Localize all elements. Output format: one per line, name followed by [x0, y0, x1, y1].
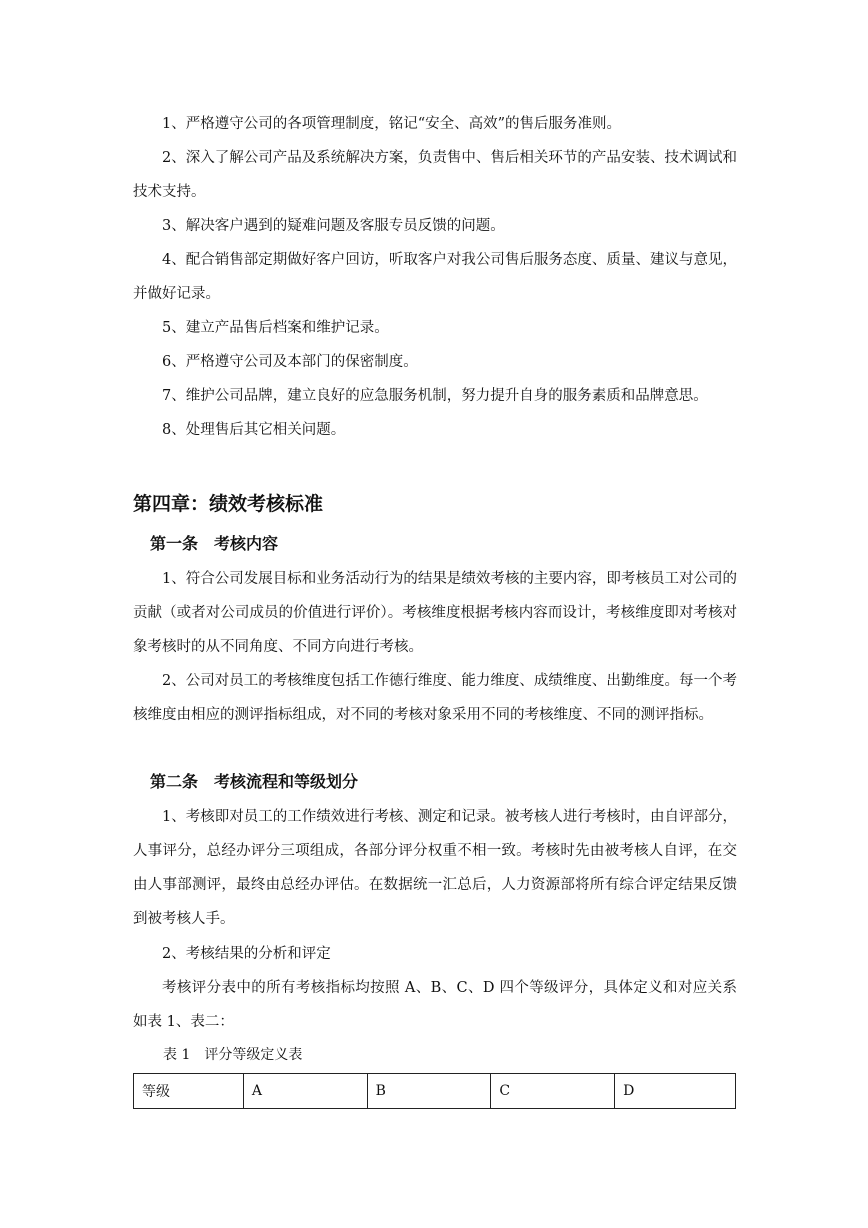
table-cell: B: [367, 1074, 491, 1109]
table-cell: C: [491, 1074, 615, 1109]
article2-title: 第二条 考核流程和等级划分: [150, 772, 359, 791]
article2-paragraph-3: 考核评分表中的所有考核指标均按照 A、B、C、D 四个等级评分，具体定义和对应关系如表 1、表二：: [133, 980, 737, 1030]
article1-title: 第一条 考核内容: [150, 534, 279, 553]
duty-item-3: 3、解决客户遇到的疑难问题及客服专员反馈的问题。: [162, 218, 505, 234]
duty-item-5: 5、建立产品售后档案和维护记录。: [162, 320, 389, 336]
article1-paragraph-1: 1、符合公司发展目标和业务活动行为的结果是绩效考核的主要内容，即考核员工对公司的贡献（或者对公司成员的价值进行评价）。考核维度根据考核内容而设计，考核维度即对考核对象考核时的从不同角度、不同方向进行考核。: [133, 571, 737, 655]
duty-item-4: 4、配合销售部定期做好客户回访，听取客户对我公司售后服务态度、质量、建议与意见，并做好记录。: [133, 252, 737, 302]
grade-definition-table: [133, 1073, 736, 1109]
duty-item-7: 7、维护公司品牌，建立良好的应急服务机制，努力提升自身的服务素质和品牌意思。: [162, 388, 708, 404]
duty-item-2: 2、深入了解公司产品及系统解决方案，负责售中、售后相关环节的产品安装、技术调试和技术支持。: [133, 150, 737, 200]
table-cell: A: [243, 1074, 367, 1109]
article1-paragraph-2: 2、公司对员工的考核维度包括工作德行维度、能力维度、成绩维度、出勤维度。每一个考核维度由相应的测评指标组成，对不同的考核对象采用不同的考核维度、不同的测评指标。: [133, 673, 737, 723]
chapter-title: 第四章：绩效考核标准: [133, 493, 324, 515]
table-cell: 等级: [134, 1074, 244, 1109]
article2-paragraph-2: 2、考核结果的分析和评定: [162, 946, 331, 962]
table-cell: D: [615, 1074, 736, 1109]
table1-caption: 表 1 评分等级定义表: [163, 1047, 303, 1063]
table-header-row: [134, 1074, 736, 1109]
duty-item-1: 1、严格遵守公司的各项管理制度，铭记“安全、高效”的售后服务准则。: [162, 116, 622, 132]
duty-item-6: 6、严格遵守公司及本部门的保密制度。: [162, 354, 418, 370]
article2-paragraph-1: 1、考核即对员工的工作绩效进行考核、测定和记录。被考核人进行考核时，由自评部分，人事评分，总经办评分三项组成，各部分评分权重不相一致。考核时先由被考核人自评，在交由人事部测评，最终由总经办评估。在数据统一汇总后，人力资源部将所有综合评定结果反馈到被考核人手。: [133, 809, 737, 927]
duty-item-8: 8、处理售后其它相关问题。: [162, 422, 346, 438]
